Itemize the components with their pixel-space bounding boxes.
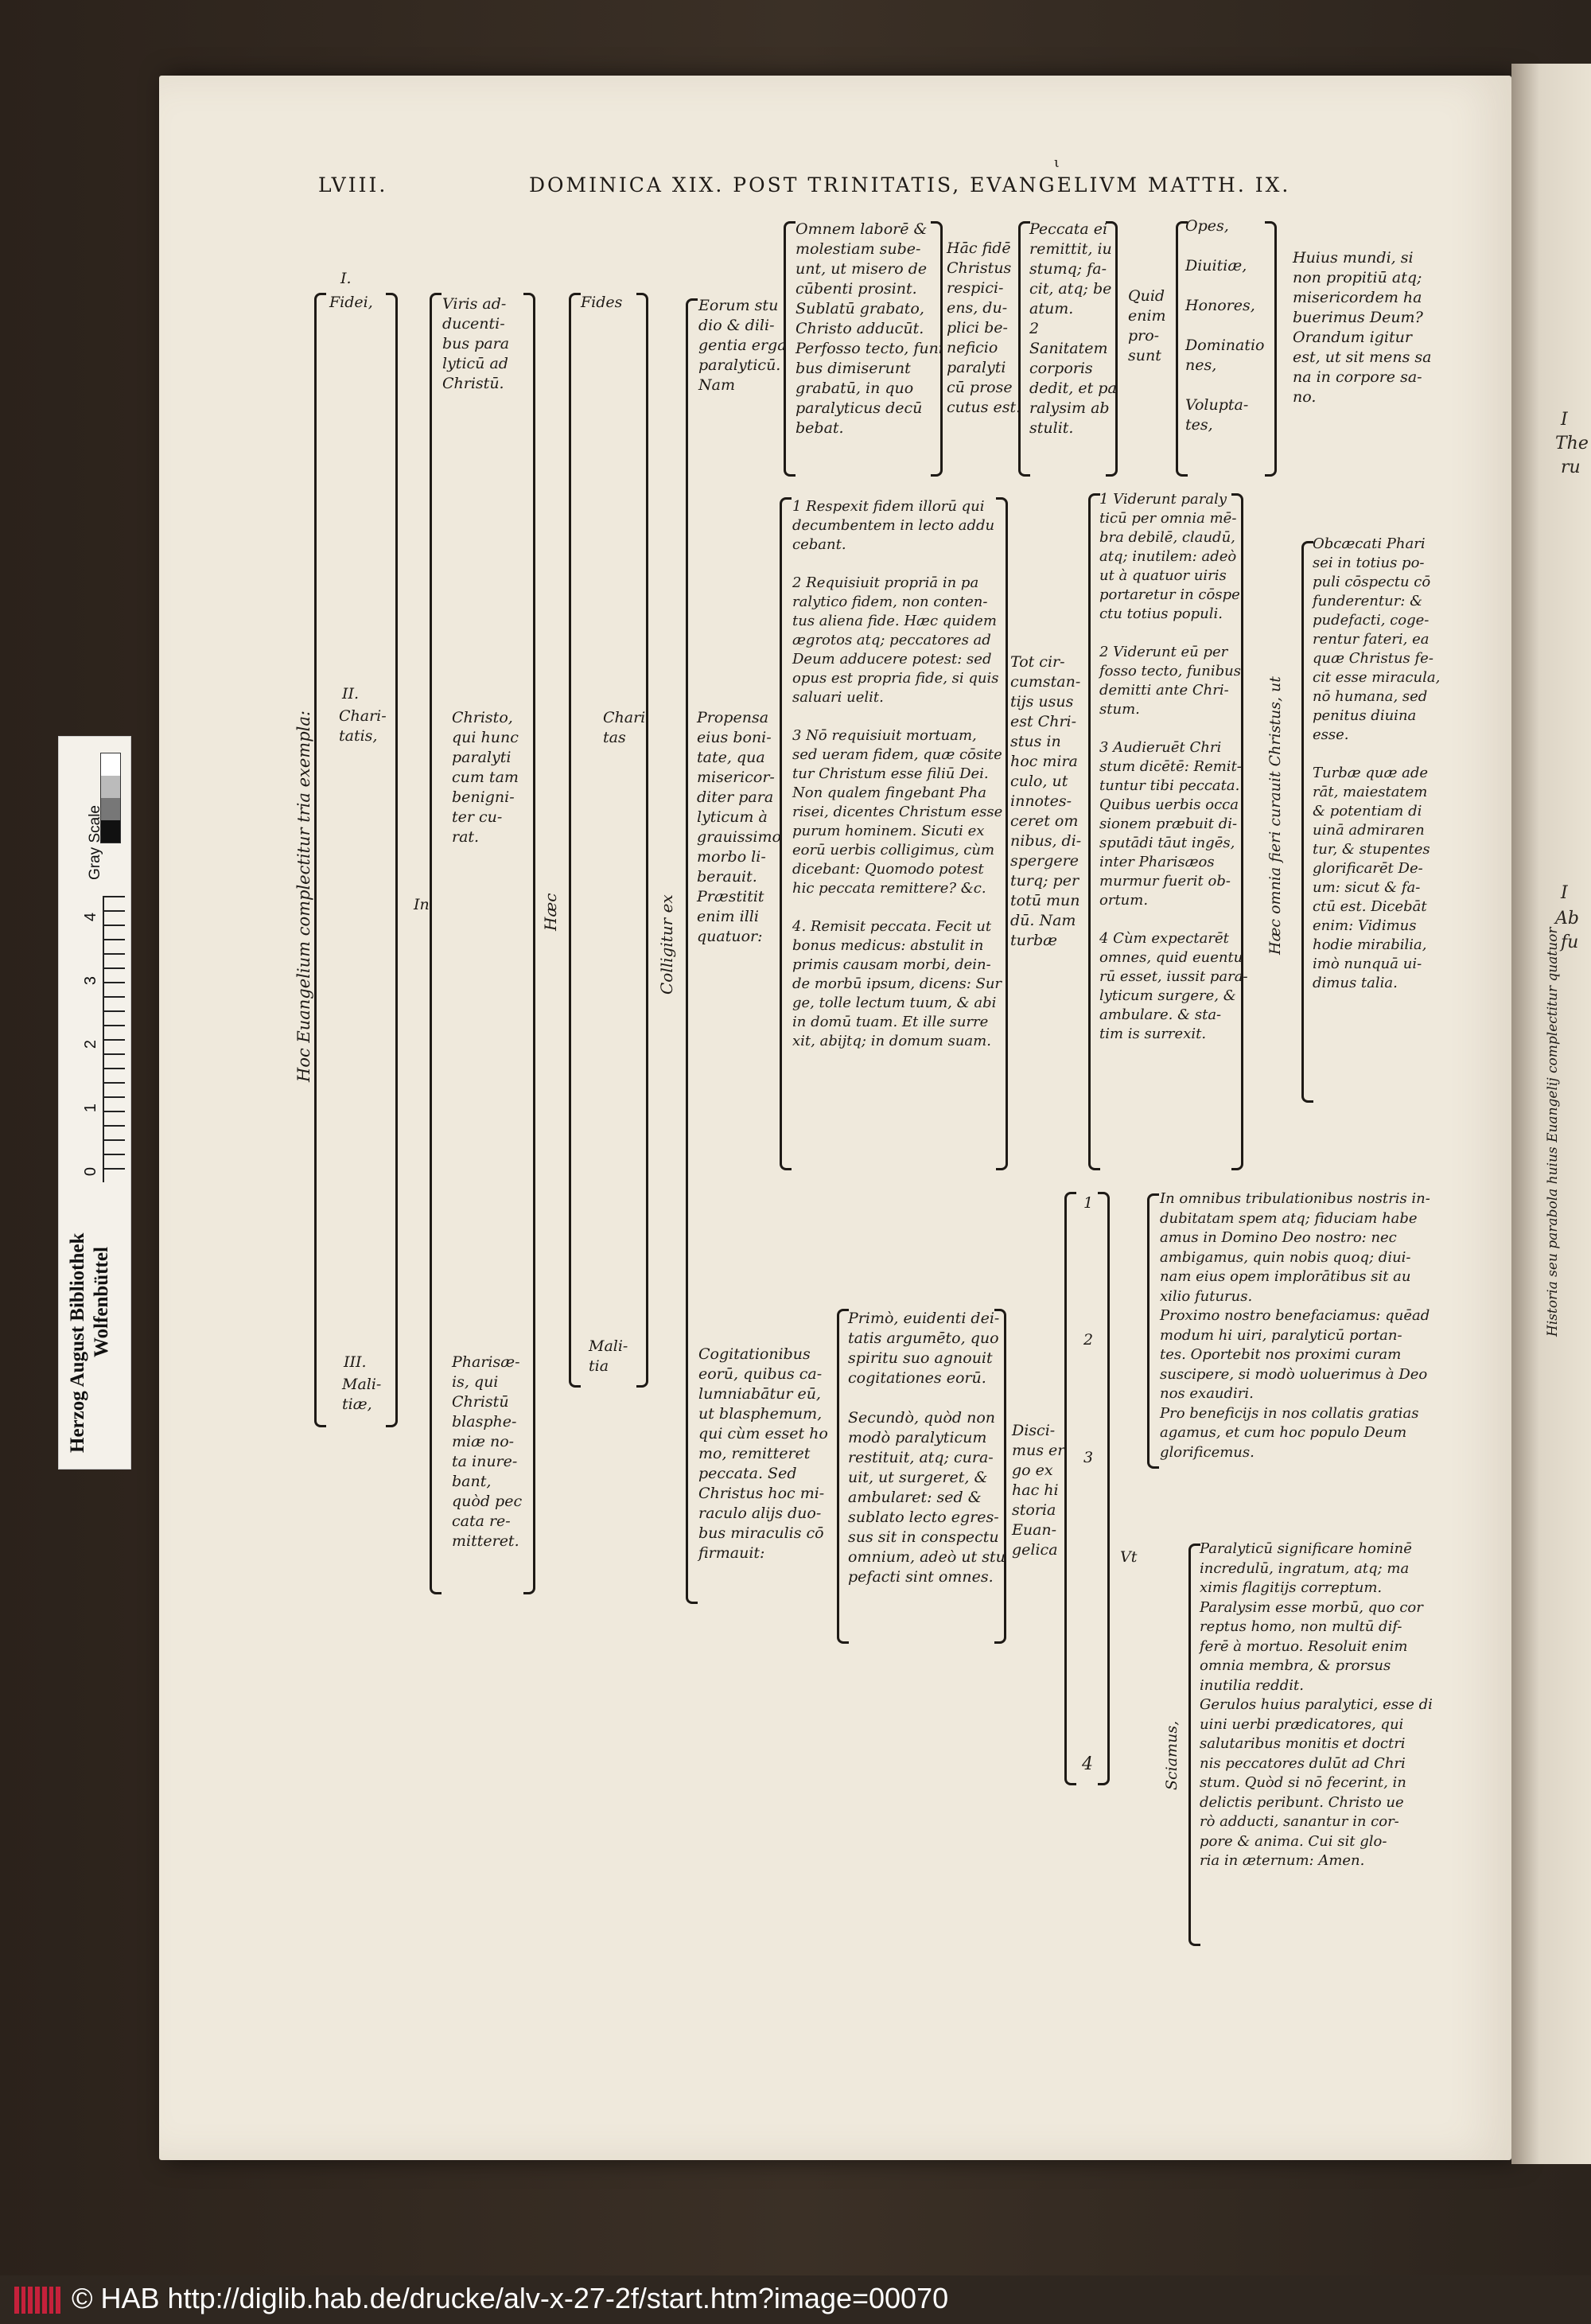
- tria-brace: [314, 293, 326, 1427]
- malitia-primo: Primò, euidenti dei- tatis argumēto, quo spiritu suo agnouit cogitationes eorū. Secundò, quòd non modò paralyticum restituit, atq; cura- uit, ut surgeret, & ambularet: sed & sublato lecto egres- sus sit in conspectu omnium, adeò ut stu pefacti sint omnes.: [848, 1310, 1006, 1586]
- fides-huius: Huius mundi, si non propitiū atq; misericordem ha buerimus Deum? Orandum igitur est, ut sit mens sa na in corpore sa- no.: [1293, 249, 1432, 406]
- charitas-obcæcati-brace: [1301, 541, 1313, 1103]
- malitia-num-4: 4: [1082, 1754, 1093, 1774]
- malitia-lessons: In omnibus tribulationibus nostris in- dubitatam spem atq; fiduciam habe amus in Domino Deo nostro: nec ambigamus, quin nobis quoq; diui- nam eius opem implorātibus sit au xilio futurus. Proximo nostro benefaciamus: quēad modum hi uiri, paralyticū portan- tes. Oportebit nos proximi curam suscipere, si modò uoluerimus à Deo nos exaudiri. Pro beneficijs in nos collatis gratias agamus, et cum hoc populo Deum glorificemus.: [1160, 1190, 1430, 1461]
- malitia-sciamus: Sciamus,: [1163, 1720, 1181, 1790]
- malitia-num-1: 1: [1083, 1194, 1094, 1212]
- fides-opes-right-brace: [1265, 221, 1277, 477]
- charitas-obcæcati: Obcæcati Phari sei in totius po- puli cōspectu cō funderentur: & pudefacti, coge- rentur fateri, ea quæ Christus fe- cit esse miracula, nō humana, sed penitus diuina esse. Turbæ quæ ade rāt, maiestatem & potentiam di uinā admiraren tur, & stupentes glorificarēt De- um: sicut & fa- ctū est. Dicebāt enim: Vidimus hodie mirabilia, imò nunquā ui- dimus talia.: [1313, 535, 1441, 991]
- tria-num-1: I.: [340, 270, 352, 287]
- charitas-uiderunt: 1 Viderunt paraly ticū per omnia mē- bra debilē, claudū, atq; inutilem: adeò ut à quatuor uiris portaretur in cōspe ctu totius populi. 2 Viderunt eū per fosso tecto, funibus demitti ante Chri- stum. 3 Audieruēt Chri stum dicētē: Remit- tuntur tibi peccata. Quibus uerbis occa sionem præbuit di- sputādi tāut ingēs, inter Pharisæos murmur fuerit ob- ortum. 4 Cùm expectarēt omnes, quid euentu rū esset, iussit para- lyticum surgere, & ambulare. & sta- tim is surrexit.: [1099, 491, 1248, 1042]
- ruler-number: 1: [82, 1103, 100, 1113]
- malitia-lessons-brace: [1147, 1193, 1159, 1469]
- col-c-item-3: Mali- tia: [589, 1337, 628, 1375]
- library-location: Wolfenbüttel: [91, 1247, 112, 1357]
- facing-fragment: The: [1555, 434, 1589, 454]
- color-target-ruler: [58, 736, 131, 1470]
- tria-right-brace: [386, 293, 398, 1427]
- malitia-primo-brace: [837, 1309, 849, 1644]
- facing-fragment: I: [1561, 883, 1568, 903]
- col-b-item-3: Pharisæ- is, qui Christū blasphe- miæ no- ta inure- bant, quòd pec cata re- mitteret.: [452, 1353, 523, 1550]
- colligitur-label: Colligitur ex: [657, 894, 676, 995]
- col-d-brace: [686, 298, 698, 1604]
- ruler-number: 4: [82, 912, 100, 922]
- col-b-brace: [430, 293, 442, 1594]
- page-title: DOMINICA XIX. POST TRINITATIS, EVANGELIVM MATTH. IX.: [529, 173, 1291, 197]
- footer-url[interactable]: © HAB http://diglib.hab.de/drucke/alv-x-27-2f/start.htm?image=00070: [72, 2282, 949, 2314]
- in-label: In: [414, 896, 430, 913]
- outline-vertical-title: Hoc Euangelium complectitur tria exempla:: [294, 710, 313, 1082]
- fides-c: Peccata ei remittit, iu stumq; fa- cit, atq; be atum. 2 Sanitatem corporis dedit, et pa ralysim ab stulit.: [1029, 220, 1117, 437]
- tria-label-1: Fidei,: [329, 294, 373, 311]
- fides-c-right-brace: [1106, 221, 1118, 477]
- ruler-number: 0: [82, 1166, 100, 1177]
- malitia-nums-right-brace: [1098, 1192, 1110, 1785]
- charitas-points-brace: [780, 497, 792, 1170]
- facing-fragment: ru: [1561, 457, 1581, 477]
- malitia-nums-brace: [1064, 1192, 1076, 1785]
- tria-num-3: III.: [344, 1353, 367, 1371]
- ruler-number: 3: [82, 975, 100, 986]
- col-c-brace: [569, 293, 581, 1388]
- malitia-sciamus-points: Paralyticū significare hominē incredulū, ingratum, atq; ma ximis flagitijs correptum. Paralysim esse morbū, quo cor reptus homo, non multū dif- ferē à mortuo. Resoluit enim omnia membra, & prorsus inutilia reddit. Gerulos huius paralytici, esse di uini uerbi prædicatores, qui salutaribus monitis et doctri nis peccatores dulūt ad Chri stum. Quòd si nō fecerint, in delictis peribunt. Christo ue rò adducti, sanantur in cor- pore & anima. Cui sit glo- ria in æternum: Amen.: [1200, 1540, 1433, 1869]
- fides-quid: Quid enim pro- sunt: [1128, 287, 1166, 364]
- facing-vertical-title: Historia seu parabola huius Euangelij complectitur quatuor: [1545, 927, 1561, 1337]
- col-d-item-3: Cogitationibus eorū, quibus ca- lumniabātur eū, ut blasphemum, qui cùm esset ho mo, remitteret peccata. Sed Christus hoc mi- raculo alijs duo- bus miraculis cō firmauit:: [698, 1345, 828, 1562]
- fides-b: Hāc fidē Christus respici- ens, du- plici be- neficio paralyti cū prose cutus est.: [947, 239, 1021, 416]
- malitia-num-3: 3: [1083, 1449, 1094, 1466]
- col-c-right-brace: [636, 293, 648, 1388]
- fides-a: Omnem laborē & molestiam sube- unt, ut misero de cūbenti prosint. Sublatū grabato, Christo adducūt. Perfosso tecto, funi bus dimiserunt grabatū, in quo paralyticus decū bebat.: [796, 220, 943, 437]
- tria-label-3: Mali- tiæ,: [342, 1376, 382, 1413]
- hab-logo-icon: [14, 2287, 60, 2314]
- fides-a-brace: [784, 221, 796, 477]
- footer-bar: [0, 2275, 1591, 2324]
- malitia-ut: Vt: [1120, 1548, 1138, 1566]
- charitas-points: 1 Respexit fidem illorū qui decumbentem in lecto addu cebant. 2 Requisiuit propriā in pa ralytico fidem, non conten- tus aliena fide. Hæc quidem ægrotos atq; peccatores ad Deum adducere potest: sed opus est propria fide, si quis saluari uelit. 3 Nō requisiuit mortuam, sed ueram fidem, quæ cōsite tur Christum esse filiū Dei. Non qualem fingebant Pha risei, dicentes Christum esse purum hominem. Sicuti ex eorū uerbis colligimus, cùm dicebant: Quomodo potest hic peccata remittere? &c. 4. Remisit peccata. Fecit ut bonus medicus: abstulit in primis causam morbi, dein- de morbū ipsum, dicens: Sur ge, tolle lectum tuum, & abi in domū tuam. Et ille surre xit, abijtq; in domum suam.: [792, 498, 1003, 1049]
- tria-num-2: II.: [342, 685, 360, 703]
- facing-fragment: fu: [1561, 932, 1579, 952]
- fides-c-brace: [1018, 221, 1030, 477]
- facing-page-edge: [1511, 64, 1591, 2164]
- charitas-uiderunt-right-brace: [1231, 493, 1243, 1170]
- grayscale-label: Gray Scale: [87, 805, 103, 880]
- col-b-right-brace: [523, 293, 535, 1594]
- col-b-item-1: Viris ad- ducenti- bus para lyticū ad Christū.: [442, 295, 510, 392]
- col-d-item-2: Propensa eius boni- tate, qua misericor- diter para lyticum à grauissimo morbo li- berauit. Præstitit enim illi quatuor:: [697, 709, 781, 945]
- facing-fragment: I: [1561, 410, 1568, 430]
- folio-number: LVIII.: [318, 173, 388, 197]
- col-d-item-1: Eorum stu dio & dili- gentia erga paralyticū. Nam: [698, 297, 787, 394]
- malitia-sciamus-brace: [1188, 1543, 1200, 1946]
- col-c-item-1: Fides: [581, 294, 623, 311]
- signature-mark: ι: [1054, 155, 1062, 171]
- col-c-item-2: Chari tas: [603, 709, 646, 746]
- charitas-points-right-brace: [996, 497, 1008, 1170]
- fides-opes: Opes, Diuitiæ, Honores, Dominatio nes, Volupta- tes,: [1185, 217, 1265, 434]
- malitia-num-2: 2: [1083, 1331, 1094, 1349]
- charitas-tot: Tot cir- cumstan- tijs usus est Chri- stus in hoc mira culo, ut innotes- ceret om nibus, di- spergere turq; per totū mun dū. Nam turbæ: [1010, 653, 1082, 949]
- ruler-number: 2: [82, 1039, 100, 1049]
- malitia-primo-right-brace: [994, 1309, 1006, 1644]
- charitas-uiderunt-brace: [1088, 493, 1100, 1170]
- malitia-discimus: Disci- mus er go ex hac hi storia Euan- gelica: [1012, 1422, 1065, 1559]
- facing-fragment: Ab: [1555, 909, 1579, 928]
- charitas-hæc-omnia: Hæc omnia fieri curauit Christus, ut: [1266, 676, 1284, 955]
- col-b-item-2: Christo, qui hunc paralyti cum tam benigni- ter cu- rat.: [452, 709, 519, 846]
- ruler-scale: [103, 896, 125, 1182]
- hæc-label: Hæc: [541, 893, 560, 931]
- fides-a-right-brace: [931, 221, 943, 477]
- tria-label-2: Chari- tatis,: [339, 707, 387, 745]
- library-name: Herzog August Bibliothek: [67, 1232, 88, 1453]
